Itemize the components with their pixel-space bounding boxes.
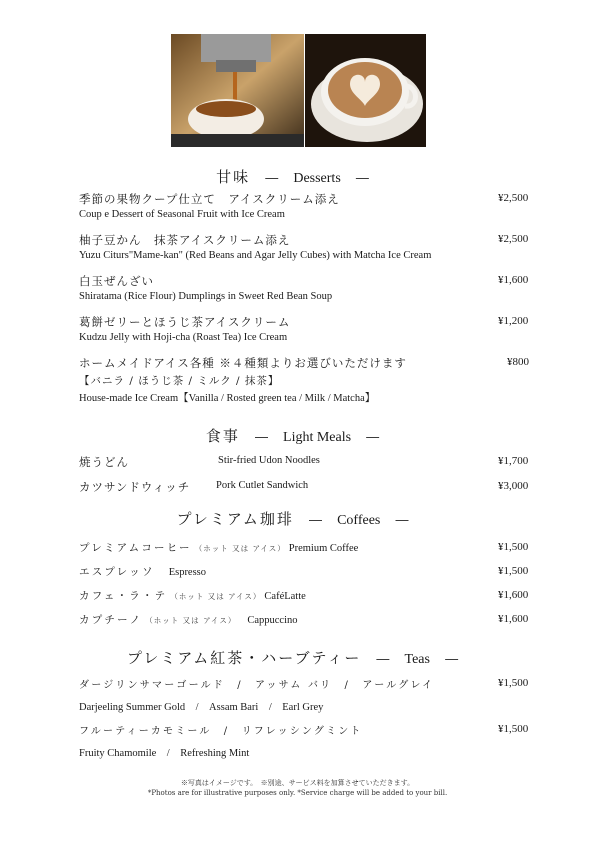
menu-item-jp: 柚子豆かん 抹茶アイスクリーム添え bbox=[79, 233, 291, 247]
menu-item-price: ¥800 bbox=[507, 356, 529, 368]
footer-note-en: *Photos are for illustrative purposes only. *Service charge will be added to your bill. bbox=[147, 789, 448, 797]
menu-item-jp: ホームメイドアイス各種 ※４種類よりお選びいただけます bbox=[79, 356, 407, 370]
heading-dash: ― bbox=[254, 430, 268, 445]
menu-item-jp: 葛餅ゼリーとほうじ茶アイスクリーム bbox=[79, 315, 291, 329]
heading-dash: ― bbox=[395, 513, 409, 528]
menu-item-en: Coup e Dessert of Seasonal Fruit with Ice Cream bbox=[79, 209, 285, 220]
menu-item-price: ¥2,500 bbox=[498, 192, 529, 204]
section-heading-desserts bbox=[0, 166, 595, 187]
coffee-temp-note: （ホット 又は アイス） bbox=[194, 544, 286, 553]
menu-item-jp: カツサンドウィッチ bbox=[79, 480, 191, 494]
latte-art-photo bbox=[305, 34, 426, 147]
heading-dash: ― bbox=[308, 513, 322, 528]
coffee-name: エスプレッソ bbox=[79, 566, 155, 578]
menu-item-en: Kudzu Jelly with Hoji-cha (Roast Tea) Ice Cream bbox=[79, 332, 288, 343]
menu-item-price: ¥1,600 bbox=[498, 613, 529, 625]
menu-item-en: Pork Cutlet Sandwich bbox=[216, 480, 309, 491]
menu-item-price: ¥1,200 bbox=[498, 315, 529, 327]
menu-item-en: Stir-fried Udon Noodles bbox=[218, 455, 320, 466]
heading-dash: ― bbox=[376, 652, 390, 667]
menu-item-en: Fruity Chamomile / Refreshing Mint bbox=[79, 748, 250, 759]
heading-en: Coffees bbox=[337, 513, 381, 528]
heading-dash: ― bbox=[445, 652, 459, 667]
menu-item-jp: ダージリンサマーゴールド / アッサム バリ / アールグレイ bbox=[79, 680, 435, 691]
heading-dash: ― bbox=[355, 171, 369, 186]
menu-item-jp bbox=[79, 540, 358, 555]
menu-item-en: House-made Ice Cream【Vanilla / Rosted green tea / Milk / Matcha】 bbox=[79, 393, 376, 404]
menu-item-en: Yuzu Citurs"Mame-kan" (Red Beans and Agar Jelly Cubes) with Matcha Ice Cream bbox=[79, 250, 432, 261]
menu-item-price: ¥2,500 bbox=[498, 233, 529, 245]
espresso-machine-photo bbox=[171, 34, 304, 147]
menu-item-en: Shiratama (Rice Flour) Dumplings in Sweet Red Bean Soup bbox=[79, 291, 333, 302]
menu-item-price: ¥1,600 bbox=[498, 274, 529, 286]
coffee-name: カフェ・ラ・テ bbox=[79, 590, 168, 602]
coffee-temp-note: （ホット 又は アイス） bbox=[170, 592, 262, 601]
menu-item-en: Espresso bbox=[168, 567, 207, 578]
menu-item-options: 【バニラ / ほうじ茶 / ミルク / 抹茶】 bbox=[79, 375, 280, 387]
menu-item-price: ¥1,500 bbox=[498, 565, 529, 577]
menu-item-en: Cappuccino bbox=[247, 615, 298, 626]
menu-item-price: ¥1,500 bbox=[498, 677, 529, 689]
menu-item-price: ¥3,000 bbox=[498, 480, 529, 492]
menu-item-price: ¥1,500 bbox=[498, 541, 529, 553]
menu-item-en: Premium Coffee bbox=[288, 543, 359, 554]
heading-jp: 甘味 bbox=[216, 168, 251, 186]
section-heading-teas bbox=[0, 647, 595, 668]
heading-dash: ― bbox=[366, 430, 380, 445]
menu-item-jp: フルーティーカモミール / リフレッシングミント bbox=[79, 726, 363, 737]
heading-jp: プレミアム紅茶・ハーブティー bbox=[126, 649, 362, 667]
footer-note-jp: ※写真はイメージです。 ※別途、サービス料を加算させていただきます。 bbox=[180, 779, 415, 787]
coffee-name: カプチーノ bbox=[79, 614, 143, 626]
menu-item-price: ¥1,600 bbox=[498, 589, 529, 601]
menu-item-jp: 白玉ぜんざい bbox=[79, 274, 154, 288]
menu-item-en: CaféLatte bbox=[264, 591, 306, 602]
heading-jp: プレミアム珈琲 bbox=[176, 510, 294, 528]
menu-item-jp: 季節の果物クープ仕立て アイスクリーム添え bbox=[79, 192, 340, 206]
heading-en: Teas bbox=[404, 652, 430, 667]
heading-jp: 食事 bbox=[205, 427, 240, 445]
section-heading-coffees bbox=[0, 508, 595, 529]
menu-item-jp bbox=[79, 564, 206, 579]
menu-item-jp bbox=[79, 588, 306, 603]
menu-item-price: ¥1,500 bbox=[498, 723, 529, 735]
heading-en: Desserts bbox=[293, 171, 341, 186]
menu-item-jp: 焼うどん bbox=[79, 455, 129, 469]
heading-dash: ― bbox=[265, 171, 279, 186]
menu-item-en: Darjeeling Summer Gold / Assam Bari / Earl Grey bbox=[79, 702, 324, 713]
menu-item-jp bbox=[79, 612, 297, 627]
menu-item-price: ¥1,700 bbox=[498, 455, 529, 467]
coffee-temp-note: （ホット 又は アイス） bbox=[145, 616, 237, 625]
coffee-name: プレミアムコーヒー bbox=[79, 542, 192, 554]
heading-en: Light Meals bbox=[283, 430, 352, 445]
section-heading-meals bbox=[0, 425, 595, 446]
